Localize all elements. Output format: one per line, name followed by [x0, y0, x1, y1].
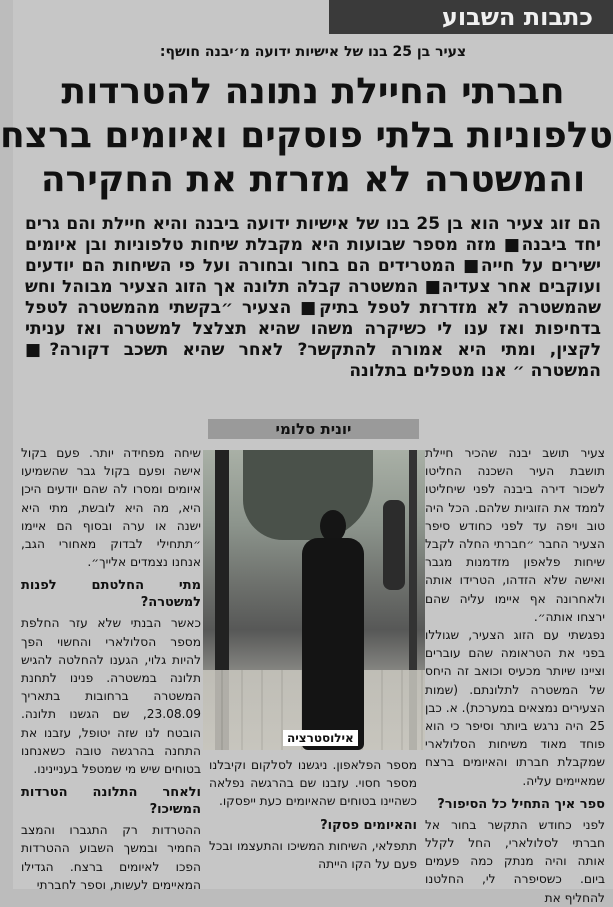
headline-line-2: טלפוניות בלתי פוסקים ואיומים ברצח — [0, 115, 613, 156]
photo-person-silhouette — [298, 510, 368, 750]
photo-caption: אילוסטרציה — [283, 730, 358, 746]
question-heading: ספר איך התחיל כל הסיפור? — [437, 796, 605, 812]
headline-line-1: חברתי החיילת נתונה להטרדות — [61, 71, 565, 112]
headline — [0, 70, 613, 202]
lead-paragraph: הם זוג צעיר הוא בן 25 בנו של אישיות ידועה ביבנה והיא חיילת והם גרים יחד ביבנה■ מזה מספר שבועות היא מקבלת שיחות טלפוניות ובן איומים ישירים על חייה■ המטרידים הם בחור ובחורה ועל פי השיחות הם יודעים ועוקבים אחר צעדיה■ המשטרה קבלה תלונה אך הזוג הצעיר מבוהל וחש שהמשטרה לא מזדרזת לטפל בתיק■ הצעיר ״בקשתי מהמשטרה לטפל בדחיפות ואז ענו לי כשיקרה משהו שהיא תצלצל למשטרה ואז עניתי לקצין, ומתי היא אמורה להתקשר? לאחר שהיא תשכב דקורה?■ המשטרה ״ אנו מטפלים בתלונה — [25, 214, 601, 381]
body-paragraph: לפני כחודש התקשר בחור אל חברתי לסלולארי, החל לקלל אותה והיה מנתק כמה פעמים ביום. כשסיפרה לי, החלטנו להחליף את — [425, 817, 605, 905]
body-paragraph: ההטרדות רק התגברו והמצב החמיר ובמשך השבוע ההטרדות הפכו לאיומים ברצח. הגדילו המאיימים לעשות, וספר לחברתי — [21, 823, 201, 892]
body-paragraph: מספר הפלאפון. ניגשנו לסלקום וקיבלנו מספר חסוי. עזבנו שם בהרגשה נפלאה כשהיינו בטוחים שהאיומים כעת ייפסקו. — [209, 758, 417, 809]
headline-line-3: והמשטרה לא מזרזת את החקירה — [40, 159, 586, 200]
column-left — [21, 444, 201, 894]
article-photo — [203, 450, 425, 750]
column-right — [425, 444, 605, 907]
column-middle — [209, 756, 417, 873]
body-paragraph: צעיר תושב יבנה שהכיר חיילת תושבת העיר השכנה החליטו לשכור דירה ביבנה לפני שיחליטו לממד את הזוגיות שלהם. הכל היה טוב ויפה עד לפני כחודש סיפר הצעיר החבר ״חברתי החלה לקבל שיחות פלאפון מזדמנות מגבר ואישה שלא הזדהו, הטרידו אותה ולאחרונה אף איימו עליה שהם ירצחו אותה״. — [425, 446, 605, 624]
section-banner: כתבות השבוע — [329, 0, 613, 34]
question-heading: והאיומים פסקו? — [320, 817, 417, 833]
body-paragraph: נפגשתי עם הזוג הצעיר, שגוללו בפני את הטראומה שהם עוברים וציינו שיותר מכעיס וכואב זה היחס של המשטרה לתלונתם. (שמות הצעירים נמצאים במערכת). א. כבן 25 היה נרגש ביותר וסיפר כי הוא פוחד מאוד משיחות הסלולארי שמקבלת חברתו והאיומים ברצח שמאיימים עליה. — [425, 628, 605, 788]
body-paragraph: כאשר הבנתי שלא עזר החלפת מספר הסלולארי והחשוי הפך להיות גלוי, הגענו להחלטה להגיש תלונה במשטרה. פנינו לתחנת המשטרה ברחובות בתאריך 23.08.09, שם הגשנו תלונה. הובטח לנו שזה יטופל, עזבנו את התחנה בהרגשה טובה כשאנחנו בטוחים שיש מי שמטפל בעניינינו. — [21, 616, 201, 777]
body-paragraph: שיחה מפחידה יותר. פעם בקול אישה ופעם בקול גבר שהשמיעו איומים ומסרו לה שהם יודעים היכן היא, מה היא לובשת, מתי היא ישנה או ערה ובסוף הם איימו ״תתחילי לבדוק מאחורי הגב, אנחנו נצמדים אלייך״. — [21, 446, 201, 570]
person-body — [302, 538, 364, 750]
byline: יונית סלומי — [208, 419, 419, 439]
photo-background-person — [383, 500, 405, 590]
body-paragraph: תתפלאי, השיחות המשיכו והתעצמו ובכל פעם על הקו הייתה — [209, 838, 417, 871]
question-heading: ולאחר התלונה הטרדות המשיכו? — [21, 785, 201, 818]
question-heading: מתי החלטתם לפנות למשטרה? — [21, 578, 201, 611]
kicker: צעיר בן 25 בנו של אישיות ידועה מ׳יבנה חושף: — [159, 44, 467, 60]
